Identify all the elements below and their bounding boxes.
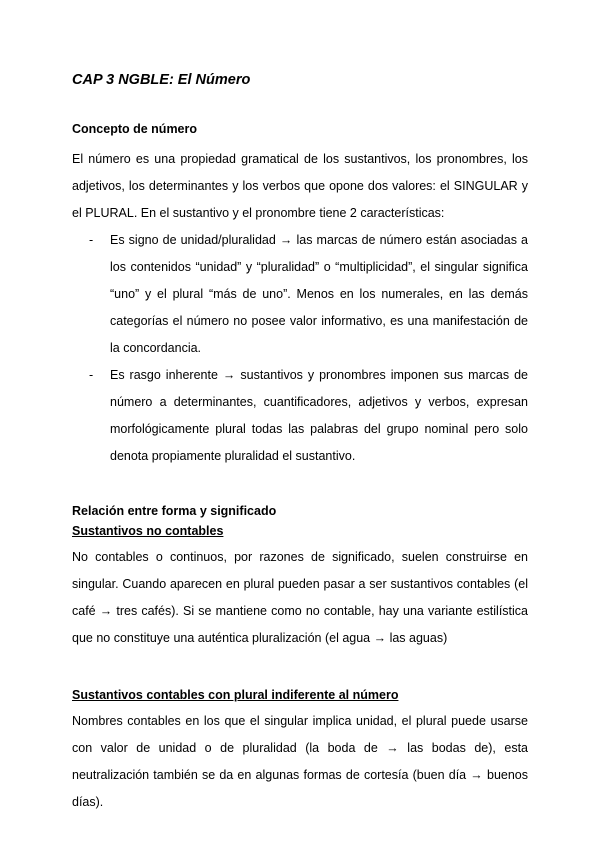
list-item [72,362,528,470]
spacer [72,470,528,502]
paragraph-no-contables: No contables o continuos, por razones de significado, suelen construirse en singular. Cuando aparecen en plural pueden pasar a ser sustantivos contables (el café → tres cafés). Si se mantiene como no contable, hay una variante estilística que no constituye una auténtica pluralización (el agua → las aguas) [72,550,528,645]
paragraph-contables-plural: Nombres contables en los que el singular implica unidad, el plural puede usarse con valor de unidad o de pluralidad (la boda de → las bodas de), esta neutralización también se da en algunas formas de cortesía (buen día → buenos días). [72,714,528,809]
subheading-contables-plural: Sustantivos contables con plural indiferente al número [72,688,399,702]
section-concepto-de-numero [72,120,528,470]
document-title: CAP 3 NGBLE: El Número [72,72,251,88]
intro-paragraph: El número es una propiedad gramatical de los sustantivos, los pronombres, los adjetivos, los determinantes y los verbos que opone dos valores: el SINGULAR y el PLURAL. En el sustantivo y el pronombre tiene 2 características: [72,152,528,220]
list-item-text: Es signo de unidad/pluralidad → las marcas de número están asociadas a los contenidos “unidad” y “pluralidad” o “multiplicidad”, el singular significa “uno” y el plural “más de uno”. Menos en los numerales, en las demás categorías el número no posee valor informativo, es una manifestación de la concordancia. [110,233,528,355]
spacer [72,652,528,686]
list-item-text: Es rasgo inherente → sustantivos y pronombres imponen sus marcas de número a determinantes, cuantificadores, adjetivos y verbos, expresan morfológicamente plural todas las palabras del grupo nominal pero solo denota propiamente pluralidad el sustantivo. [110,368,528,463]
bullet-dash: - [89,368,94,382]
bullet-dash: - [89,233,94,247]
characteristics-list [72,227,528,470]
section-forma-y-significado [72,502,528,816]
section-heading: Relación entre forma y significado [72,504,277,518]
subheading-no-contables: Sustantivos no contables [72,524,224,538]
section-heading: Concepto de número [72,122,198,136]
list-item [72,227,528,362]
